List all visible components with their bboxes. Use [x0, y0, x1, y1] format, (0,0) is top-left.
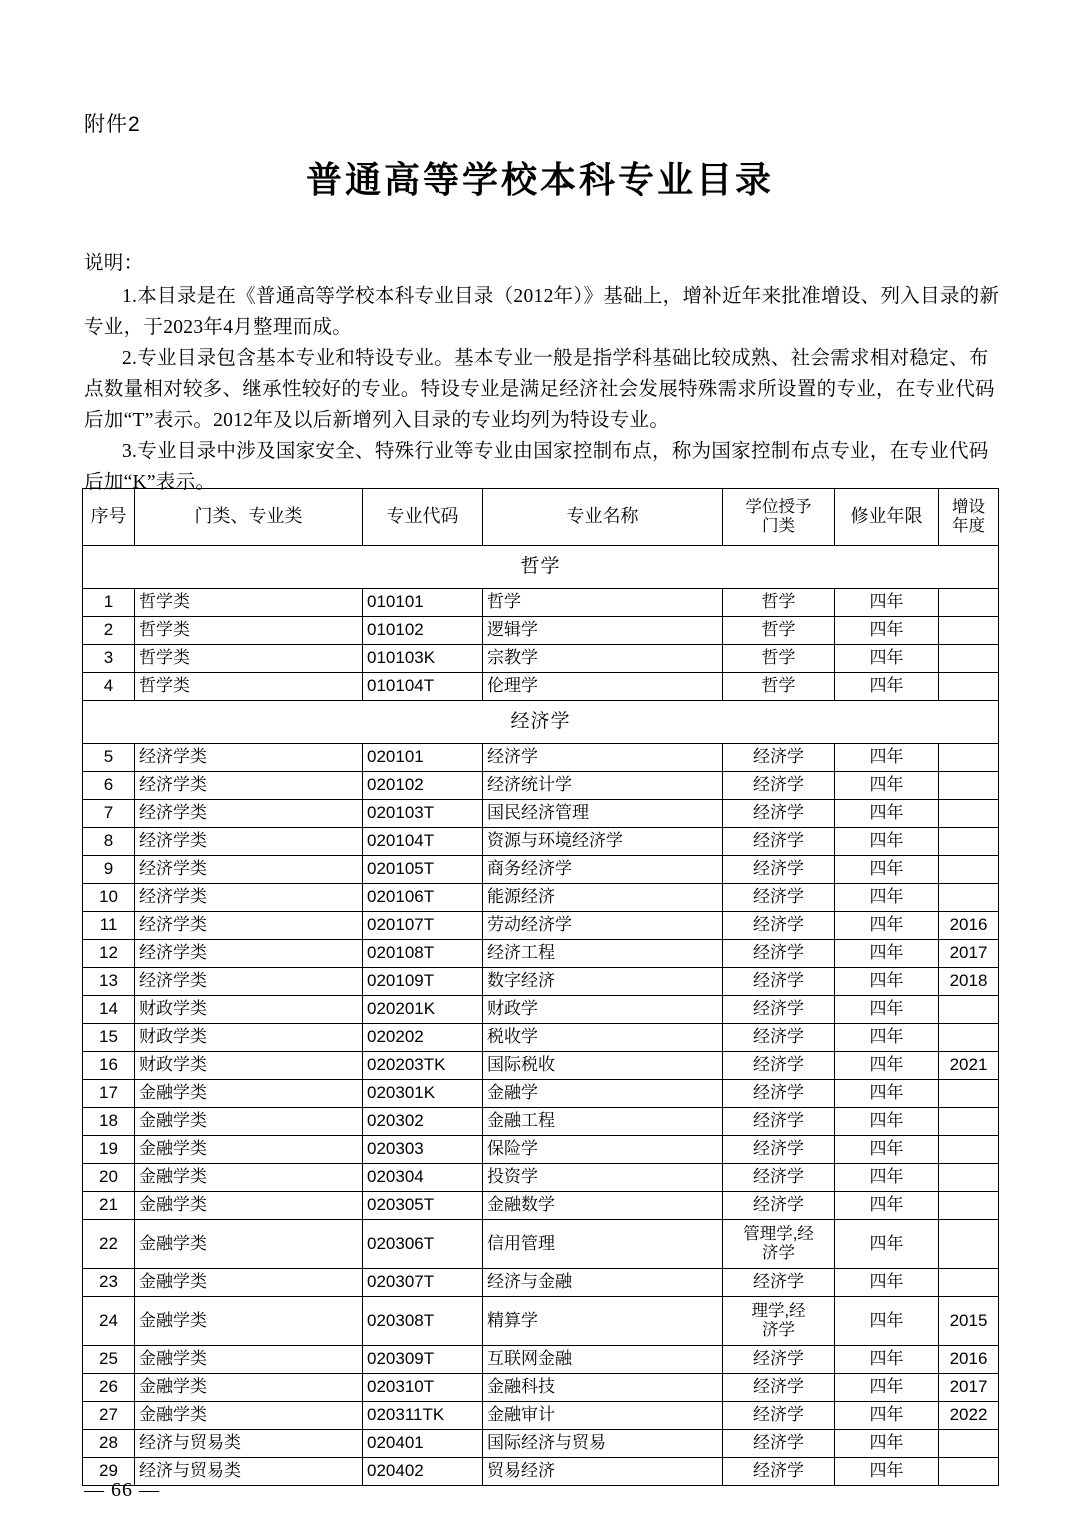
cell-degree [723, 1220, 835, 1269]
cell-added: 2015 [939, 1297, 999, 1346]
cell-degree: 经济学 [723, 1136, 835, 1164]
cell-added [939, 772, 999, 800]
table-row [83, 1136, 999, 1164]
cell-index: 24 [83, 1297, 135, 1346]
cell-category: 金融学类 [135, 1192, 363, 1220]
header-name: 专业名称 [483, 489, 723, 546]
cell-code: 020306T [363, 1220, 483, 1269]
cell-added: 2017 [939, 1374, 999, 1402]
cell-added [939, 673, 999, 701]
note-item-2: 2.专业目录包含基本专业和特设专业。基本专业一般是指学科基础比较成熟、社会需求相对稳定、布点数量相对较多、继承性较好的专业。特设专业是满足经济社会发展特殊需求所设置的专业，在专业代码后加“T”表示。2012年及以后新增列入目录的专业均列为特设专业。 [84, 348, 995, 431]
cell-name: 哲学 [483, 589, 723, 617]
table-row [83, 856, 999, 884]
cell-degree: 经济学 [723, 884, 835, 912]
table-row [83, 1080, 999, 1108]
cell-code: 020203TK [363, 1052, 483, 1080]
cell-degree: 经济学 [723, 968, 835, 996]
cell-category: 金融学类 [135, 1374, 363, 1402]
cell-name: 贸易经济 [483, 1458, 723, 1486]
cell-category: 哲学类 [135, 673, 363, 701]
cell-category: 经济学类 [135, 772, 363, 800]
cell-code: 020106T [363, 884, 483, 912]
table-row [83, 912, 999, 940]
cell-category: 经济学类 [135, 884, 363, 912]
cell-years: 四年 [835, 744, 939, 772]
cell-years: 四年 [835, 1108, 939, 1136]
cell-name: 经济统计学 [483, 772, 723, 800]
cell-added: 2021 [939, 1052, 999, 1080]
cell-category: 财政学类 [135, 996, 363, 1024]
cell-name: 数字经济 [483, 968, 723, 996]
cell-years: 四年 [835, 940, 939, 968]
major-catalog-table [82, 488, 999, 1486]
cell-added [939, 1220, 999, 1269]
cell-category: 经济学类 [135, 968, 363, 996]
cell-years: 四年 [835, 1346, 939, 1374]
cell-name: 资源与环境经济学 [483, 828, 723, 856]
table-row [83, 1108, 999, 1136]
cell-category: 经济学类 [135, 856, 363, 884]
cell-degree: 经济学 [723, 744, 835, 772]
table-row [83, 884, 999, 912]
cell-added [939, 744, 999, 772]
cell-index: 15 [83, 1024, 135, 1052]
cell-category: 财政学类 [135, 1052, 363, 1080]
header-code: 专业代码 [363, 489, 483, 546]
table-row [83, 772, 999, 800]
cell-code: 020402 [363, 1458, 483, 1486]
cell-degree: 经济学 [723, 1052, 835, 1080]
group-label: 哲学 [83, 546, 999, 589]
cell-index: 8 [83, 828, 135, 856]
cell-index: 22 [83, 1220, 135, 1269]
cell-name: 金融学 [483, 1080, 723, 1108]
cell-category: 经济学类 [135, 744, 363, 772]
cell-code: 020308T [363, 1297, 483, 1346]
table-group-row [83, 546, 999, 589]
cell-added: 2017 [939, 940, 999, 968]
cell-index: 17 [83, 1080, 135, 1108]
cell-index: 26 [83, 1374, 135, 1402]
cell-degree: 经济学 [723, 1192, 835, 1220]
cell-degree: 经济学 [723, 912, 835, 940]
table-row [83, 1430, 999, 1458]
cell-years: 四年 [835, 1024, 939, 1052]
cell-index: 4 [83, 673, 135, 701]
cell-degree: 经济学 [723, 940, 835, 968]
note-item-1: 1.本目录是在《普通高等学校本科专业目录（2012年）》基础上，增补近年来批准增设、列入目录的新专业，于2023年4月整理而成。 [84, 286, 1000, 338]
header-added [939, 489, 999, 546]
table-group-row [83, 701, 999, 744]
cell-years: 四年 [835, 996, 939, 1024]
cell-code: 020107T [363, 912, 483, 940]
cell-index: 18 [83, 1108, 135, 1136]
cell-added [939, 884, 999, 912]
degree-line: 管理学,经 [743, 1225, 814, 1244]
cell-category: 金融学类 [135, 1269, 363, 1297]
cell-name: 财政学 [483, 996, 723, 1024]
cell-code: 020303 [363, 1136, 483, 1164]
table-body [83, 546, 999, 1486]
cell-added [939, 800, 999, 828]
degree-line: 理学,经 [751, 1302, 806, 1321]
cell-added [939, 1458, 999, 1486]
table-row [83, 1024, 999, 1052]
cell-added [939, 617, 999, 645]
table-row [83, 800, 999, 828]
cell-years: 四年 [835, 1164, 939, 1192]
cell-added [939, 645, 999, 673]
table-row [83, 1458, 999, 1486]
cell-name: 国际经济与贸易 [483, 1430, 723, 1458]
table-row [83, 744, 999, 772]
cell-years: 四年 [835, 884, 939, 912]
cell-years: 四年 [835, 912, 939, 940]
cell-years: 四年 [835, 1136, 939, 1164]
cell-name: 商务经济学 [483, 856, 723, 884]
cell-index: 19 [83, 1136, 135, 1164]
cell-code: 020310T [363, 1374, 483, 1402]
cell-code: 020201K [363, 996, 483, 1024]
cell-index: 16 [83, 1052, 135, 1080]
cell-name: 互联网金融 [483, 1346, 723, 1374]
cell-added [939, 1024, 999, 1052]
table-row [83, 1346, 999, 1374]
table-row [83, 1374, 999, 1402]
table-row [83, 617, 999, 645]
cell-name: 经济与金融 [483, 1269, 723, 1297]
cell-years: 四年 [835, 856, 939, 884]
cell-years: 四年 [835, 800, 939, 828]
notes-section [84, 248, 1000, 498]
cell-category: 财政学类 [135, 1024, 363, 1052]
attachment-label: 附件2 [84, 113, 141, 136]
cell-category: 金融学类 [135, 1346, 363, 1374]
cell-category: 金融学类 [135, 1220, 363, 1269]
cell-years: 四年 [835, 1458, 939, 1486]
cell-added: 2022 [939, 1402, 999, 1430]
cell-index: 5 [83, 744, 135, 772]
cell-code: 020103T [363, 800, 483, 828]
cell-name: 能源经济 [483, 884, 723, 912]
cell-degree: 经济学 [723, 1458, 835, 1486]
cell-code: 010103K [363, 645, 483, 673]
table-row [83, 940, 999, 968]
cell-category: 哲学类 [135, 617, 363, 645]
cell-years: 四年 [835, 1297, 939, 1346]
cell-added: 2018 [939, 968, 999, 996]
cell-index: 14 [83, 996, 135, 1024]
note-item-3: 3.专业目录中涉及国家安全、特殊行业等专业由国家控制布点，称为国家控制布点专业，在专业代码后加“K”表示。 [84, 441, 989, 493]
cell-category: 经济学类 [135, 940, 363, 968]
table-row [83, 1192, 999, 1220]
cell-category: 经济与贸易类 [135, 1430, 363, 1458]
cell-added: 2016 [939, 912, 999, 940]
cell-name: 逻辑学 [483, 617, 723, 645]
cell-code: 020304 [363, 1164, 483, 1192]
cell-category: 经济学类 [135, 912, 363, 940]
table-row [83, 828, 999, 856]
cell-name: 国际税收 [483, 1052, 723, 1080]
degree-line: 济学 [762, 1321, 795, 1339]
cell-code: 020202 [363, 1024, 483, 1052]
cell-code: 010102 [363, 617, 483, 645]
cell-degree: 经济学 [723, 1080, 835, 1108]
cell-index: 10 [83, 884, 135, 912]
page-number: — 66 — [84, 1479, 160, 1501]
cell-index: 9 [83, 856, 135, 884]
cell-category: 哲学类 [135, 645, 363, 673]
cell-index: 29 [83, 1458, 135, 1486]
cell-name: 经济工程 [483, 940, 723, 968]
cell-name: 国民经济管理 [483, 800, 723, 828]
table-row [83, 589, 999, 617]
cell-name: 金融工程 [483, 1108, 723, 1136]
cell-code: 020301K [363, 1080, 483, 1108]
cell-index: 2 [83, 617, 135, 645]
cell-index: 25 [83, 1346, 135, 1374]
cell-added [939, 1192, 999, 1220]
cell-code: 020102 [363, 772, 483, 800]
cell-added [939, 1108, 999, 1136]
table-row [83, 1164, 999, 1192]
cell-degree: 经济学 [723, 1430, 835, 1458]
cell-name: 投资学 [483, 1164, 723, 1192]
cell-years: 四年 [835, 1080, 939, 1108]
cell-index: 1 [83, 589, 135, 617]
cell-name: 保险学 [483, 1136, 723, 1164]
cell-index: 27 [83, 1402, 135, 1430]
cell-years: 四年 [835, 617, 939, 645]
cell-name: 伦理学 [483, 673, 723, 701]
header-index: 序号 [83, 489, 135, 546]
table-row [83, 645, 999, 673]
cell-years: 四年 [835, 673, 939, 701]
cell-added [939, 828, 999, 856]
cell-name: 劳动经济学 [483, 912, 723, 940]
header-added-line2: 年度 [952, 517, 985, 535]
cell-added [939, 589, 999, 617]
header-added-line1: 增设 [952, 498, 985, 517]
cell-added [939, 856, 999, 884]
cell-category: 哲学类 [135, 589, 363, 617]
table-row [83, 1269, 999, 1297]
cell-name: 精算学 [483, 1297, 723, 1346]
cell-index: 13 [83, 968, 135, 996]
cell-code: 020104T [363, 828, 483, 856]
cell-category: 金融学类 [135, 1402, 363, 1430]
cell-years: 四年 [835, 1269, 939, 1297]
cell-category: 金融学类 [135, 1108, 363, 1136]
cell-index: 11 [83, 912, 135, 940]
cell-code: 010104T [363, 673, 483, 701]
cell-name: 税收学 [483, 1024, 723, 1052]
cell-added [939, 1430, 999, 1458]
cell-index: 20 [83, 1164, 135, 1192]
cell-degree: 哲学 [723, 645, 835, 673]
cell-degree: 经济学 [723, 800, 835, 828]
cell-years: 四年 [835, 589, 939, 617]
cell-name: 信用管理 [483, 1220, 723, 1269]
header-category: 门类、专业类 [135, 489, 363, 546]
cell-degree [723, 1297, 835, 1346]
table-row [83, 1402, 999, 1430]
cell-code: 020307T [363, 1269, 483, 1297]
cell-name: 金融数学 [483, 1192, 723, 1220]
cell-degree: 经济学 [723, 772, 835, 800]
cell-index: 7 [83, 800, 135, 828]
cell-degree: 经济学 [723, 996, 835, 1024]
cell-years: 四年 [835, 828, 939, 856]
cell-category: 金融学类 [135, 1080, 363, 1108]
cell-index: 12 [83, 940, 135, 968]
cell-degree: 经济学 [723, 1024, 835, 1052]
cell-degree: 哲学 [723, 617, 835, 645]
cell-degree: 经济学 [723, 1164, 835, 1192]
cell-added [939, 1136, 999, 1164]
notes-lead: 说明： [84, 253, 144, 274]
cell-code: 020305T [363, 1192, 483, 1220]
cell-degree: 经济学 [723, 828, 835, 856]
cell-index: 6 [83, 772, 135, 800]
cell-name: 宗教学 [483, 645, 723, 673]
cell-added [939, 1080, 999, 1108]
cell-added [939, 996, 999, 1024]
cell-index: 28 [83, 1430, 135, 1458]
cell-code: 020302 [363, 1108, 483, 1136]
cell-years: 四年 [835, 645, 939, 673]
cell-code: 020401 [363, 1430, 483, 1458]
table-header-row [83, 489, 999, 546]
cell-name: 金融审计 [483, 1402, 723, 1430]
page-title: 普通高等学校本科专业目录 [305, 160, 774, 200]
table-row [83, 1297, 999, 1346]
table-row [83, 968, 999, 996]
cell-years: 四年 [835, 1220, 939, 1269]
cell-code: 020311TK [363, 1402, 483, 1430]
cell-degree: 经济学 [723, 1402, 835, 1430]
cell-degree: 经济学 [723, 1108, 835, 1136]
cell-added [939, 1164, 999, 1192]
cell-years: 四年 [835, 772, 939, 800]
cell-code: 010101 [363, 589, 483, 617]
cell-index: 21 [83, 1192, 135, 1220]
table-row [83, 996, 999, 1024]
table-row [83, 1220, 999, 1269]
cell-category: 经济与贸易类 [135, 1458, 363, 1486]
cell-code: 020108T [363, 940, 483, 968]
cell-degree: 哲学 [723, 673, 835, 701]
cell-years: 四年 [835, 1402, 939, 1430]
cell-degree: 经济学 [723, 1346, 835, 1374]
group-label: 经济学 [83, 701, 999, 744]
header-degree-line1: 学位授予 [745, 498, 812, 517]
cell-years: 四年 [835, 968, 939, 996]
cell-index: 23 [83, 1269, 135, 1297]
cell-category: 经济学类 [135, 828, 363, 856]
cell-code: 020109T [363, 968, 483, 996]
table-row [83, 1052, 999, 1080]
header-years: 修业年限 [835, 489, 939, 546]
cell-category: 经济学类 [135, 800, 363, 828]
cell-years: 四年 [835, 1374, 939, 1402]
cell-added [939, 1269, 999, 1297]
header-degree [723, 489, 835, 546]
cell-degree: 经济学 [723, 1269, 835, 1297]
degree-line: 济学 [762, 1244, 795, 1262]
cell-years: 四年 [835, 1430, 939, 1458]
header-degree-line2: 门类 [762, 517, 795, 535]
cell-index: 3 [83, 645, 135, 673]
cell-years: 四年 [835, 1052, 939, 1080]
cell-code: 020105T [363, 856, 483, 884]
cell-code: 020101 [363, 744, 483, 772]
cell-degree: 经济学 [723, 1374, 835, 1402]
cell-years: 四年 [835, 1192, 939, 1220]
cell-name: 经济学 [483, 744, 723, 772]
cell-degree: 哲学 [723, 589, 835, 617]
cell-name: 金融科技 [483, 1374, 723, 1402]
cell-category: 金融学类 [135, 1136, 363, 1164]
cell-code: 020309T [363, 1346, 483, 1374]
table-row [83, 673, 999, 701]
cell-category: 金融学类 [135, 1164, 363, 1192]
cell-added: 2016 [939, 1346, 999, 1374]
cell-category: 金融学类 [135, 1297, 363, 1346]
cell-degree: 经济学 [723, 856, 835, 884]
